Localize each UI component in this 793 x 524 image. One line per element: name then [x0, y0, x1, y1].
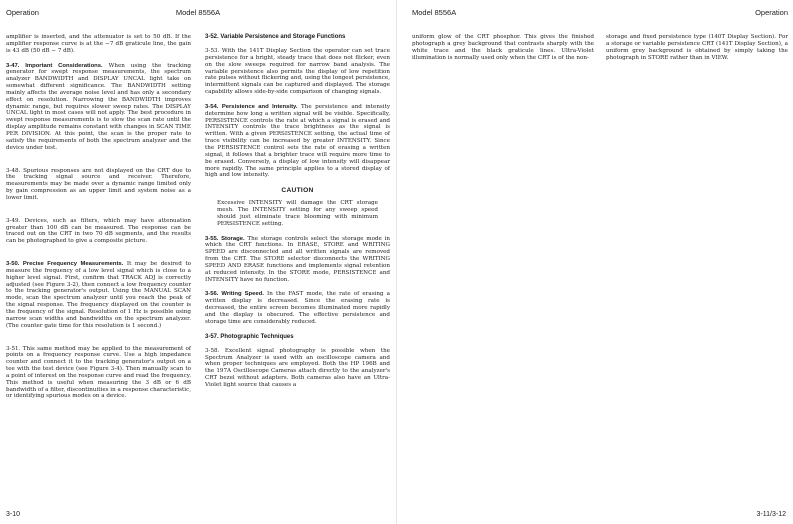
header-model-label: Model 8556A	[175, 8, 221, 17]
left-page	[0, 0, 396, 524]
paragraph-3-58	[205, 348, 390, 389]
paragraph-3-48	[6, 168, 191, 202]
paragraph-text: When using the tracking generator for swept response measurements, the spectrum analyzer BANDWIDTH and DISPLAY UNCAL light take on somewhat different significance. The BANDWIDTH setting mainly affects the average noise level and has only a secondary effect on resolution. Narrowing the BANDWIDTH improves dynamic range, but requires slower sweep rates. The DISPLAY UNCAL light in most cases will not apply. The best procedure in swept response measurements is to slow the scan rate until the display amplitude remains constant with changes in SCAN TIME PER DIVISION. At this point, the scan is the proper rate to satisfy the requirements of both the spectrum analyzer and the device under test.	[6, 62, 191, 151]
right-column-1	[412, 34, 594, 506]
paragraph-number: 3-49.	[6, 217, 21, 224]
paragraph-number: 3-48.	[6, 167, 21, 174]
right-page-number: 3-11/3-12	[756, 511, 786, 518]
caution-text: Excessive INTENSITY will damage the CRT storage mesh. The INTENSITY setting for any sweep speed should just eliminate trace blooming with minimum PERSISTENCE setting.	[217, 200, 378, 227]
paragraph-3-56	[205, 291, 390, 325]
paragraph-text: In the FAST mode, the rate of erasing a written display is decreased. Since the erasing rate is decreased, the entire screen becomes illuminated more rapidly and the display is obscured. The effective persistence and storage time are considerably reduced.	[205, 291, 390, 325]
paragraph-text: With the 141T Display Section the operator can set trace persistence for a bright, steady trace that does not flicker, even on the slow sweeps required for narrow band analysis. The variable persistence also permits the display of low repetition rate pulses without flickering and, using the longest persistence, intermittent signals can be captured and displayed. The storage capability allows side-by-side comparison of changing signals.	[205, 48, 391, 96]
section-title-photographic: 3-57. Photographic Techniques	[205, 333, 294, 340]
paragraph-continued: uniform glow of the CRT phosphor. This gives the finished photograph a grey background that contrasts sharply with the white trace and the black graticule lines. Ultra-Violet illumination is normally used only when the CRT is of the non-	[412, 34, 594, 61]
right-page	[396, 0, 792, 524]
paragraph-3-47	[6, 63, 191, 152]
paragraph-text: This same method may be applied to the measurement of points on a frequency response curve. Use a high impedance counter and connect it to the tracking generator's output on a tee with the test device (see Figure 3-4). Then manually scan to a point of interest on the response curve and read the frequency. This method is useful when measuring the 3 dB or 6 dB bandwidth of a filter, discontinuities in a response characteristic, or identifying spurious modes on a device.	[6, 345, 191, 400]
paragraph-3-50	[6, 261, 191, 329]
paragraph-text: Spurious responses are not displayed on the CRT due to the tracking signal source and receiver. Therefore, measurements may be made over a dynamic range limited only by gain compression as an upper limit and system noise as a lower limit.	[6, 167, 191, 201]
paragraph-heading: 3-50. Precise Frequency Measurements.	[6, 261, 124, 268]
paragraph-3-54	[205, 104, 390, 179]
paragraph-text: The storage controls select the storage mode in which the CRT functions. In ERASE, STORE and WRITING SPEED are disconnected and all written signals are removed from the CRT. The STORE selector disconnects the WRITING SPEED AND ERASE functions and implements signal retention at reduced intensity. In the STORE mode, PERSISTENCE and INTENSITY have no function.	[205, 235, 390, 283]
paragraph-heading: 3-56. Writing Speed.	[205, 291, 264, 298]
paragraph-text: The persistence and intensity determine how long a written signal will be visible. Specifically, PERSISTENCE controls the rate at which a signal is erased and INTENSITY controls the trace brightness as the signal is written. With a given PERSISTENCE setting, the actual time of trace visibility can be increased by greater INTENSITY. Since the PERSISTENCE control sets the rate of erasing a written signal, it follows that a brighter trace will require more time to be erased. Conversely, a display of low intensity will disappear more rapidly. The same principle applies to a stored display of high and low intensity.	[205, 103, 391, 179]
paragraph-text: Devices, such as filters, which may have attenuation greater than 100 dB can be measured. The response can be traced out on the CRT in two 70 dB segments, and the results can be photographed to give a composite picture.	[6, 217, 191, 245]
paragraph-3-53	[205, 48, 390, 96]
paragraph-text: Excellent signal photography is possible when the Spectrum Analyzer is used with an oscilloscope camera and when proper techniques are employed. Both the HP 196B and the 197A Oscilloscope Cameras attach directly to the analyzer's CRT bezel without adapters. Both cameras also have an Ultra-Violet light source that causes a	[205, 347, 390, 388]
paragraph-3-49	[6, 218, 191, 245]
left-page-header	[6, 8, 390, 20]
header-model-label: Model 8556A	[412, 8, 457, 17]
paragraph-continued: storage and fixed persistence type (140T Display Section). For a storage or variable persistence CRT (141T Display Section), a uniform grey background is obtained by simply taking the photograph in STORE rather than in VIEW.	[606, 34, 788, 61]
paragraph-continued	[6, 34, 191, 55]
paragraph-number: 3-51.	[6, 345, 21, 352]
paragraph-3-55	[205, 236, 390, 284]
paragraph-text: amplifier is inserted, and the attenuator is set to 50 dB. If the amplifier response curve is at the −7 dB graticule line, the gain is 43 dB (50 dB − 7 dB).	[6, 34, 191, 54]
right-column-2	[606, 34, 788, 506]
paragraph-text: It may be desired to measure the frequency of a low level signal which is close to a higher level signal. First, confirm that TRACK ADJ is correctly adjusted (see Figure 3-2), then connect a low frequency counter to the tracking generator's output. Using the MANUAL SCAN mode, scan the spectrum analyzer until you reach the peak of the signal response. The frequency displayed on the counter is the frequency of the signal. Resolution of 1 Hz is possible using narrow scan widths and bandwidths on the spectrum analyzer. (The counter gate time for this resolution is 1 second.)	[6, 261, 191, 329]
right-page-columns	[412, 34, 788, 506]
caution-heading: CAUTION	[281, 187, 314, 195]
section-title-persistence-storage: 3-52. Variable Persistence and Storage Functions	[205, 34, 346, 40]
paragraph-number: 3-58.	[205, 347, 220, 354]
paragraph-3-51	[6, 346, 191, 401]
paragraph-heading: 3-47. Important Considerations.	[6, 62, 103, 69]
left-column-2	[205, 34, 390, 506]
right-page-header	[412, 8, 788, 20]
paragraph-number: 3-53.	[205, 48, 220, 54]
header-section-label: Operation	[6, 8, 39, 17]
paragraph-heading: 3-55. Storage.	[205, 235, 245, 242]
left-column-1	[6, 34, 191, 506]
paragraph-heading: 3-54. Persistence and Intensity.	[205, 103, 298, 110]
header-section-label: Operation	[755, 8, 788, 17]
left-page-columns	[6, 34, 390, 506]
left-page-number: 3-10	[6, 511, 21, 518]
